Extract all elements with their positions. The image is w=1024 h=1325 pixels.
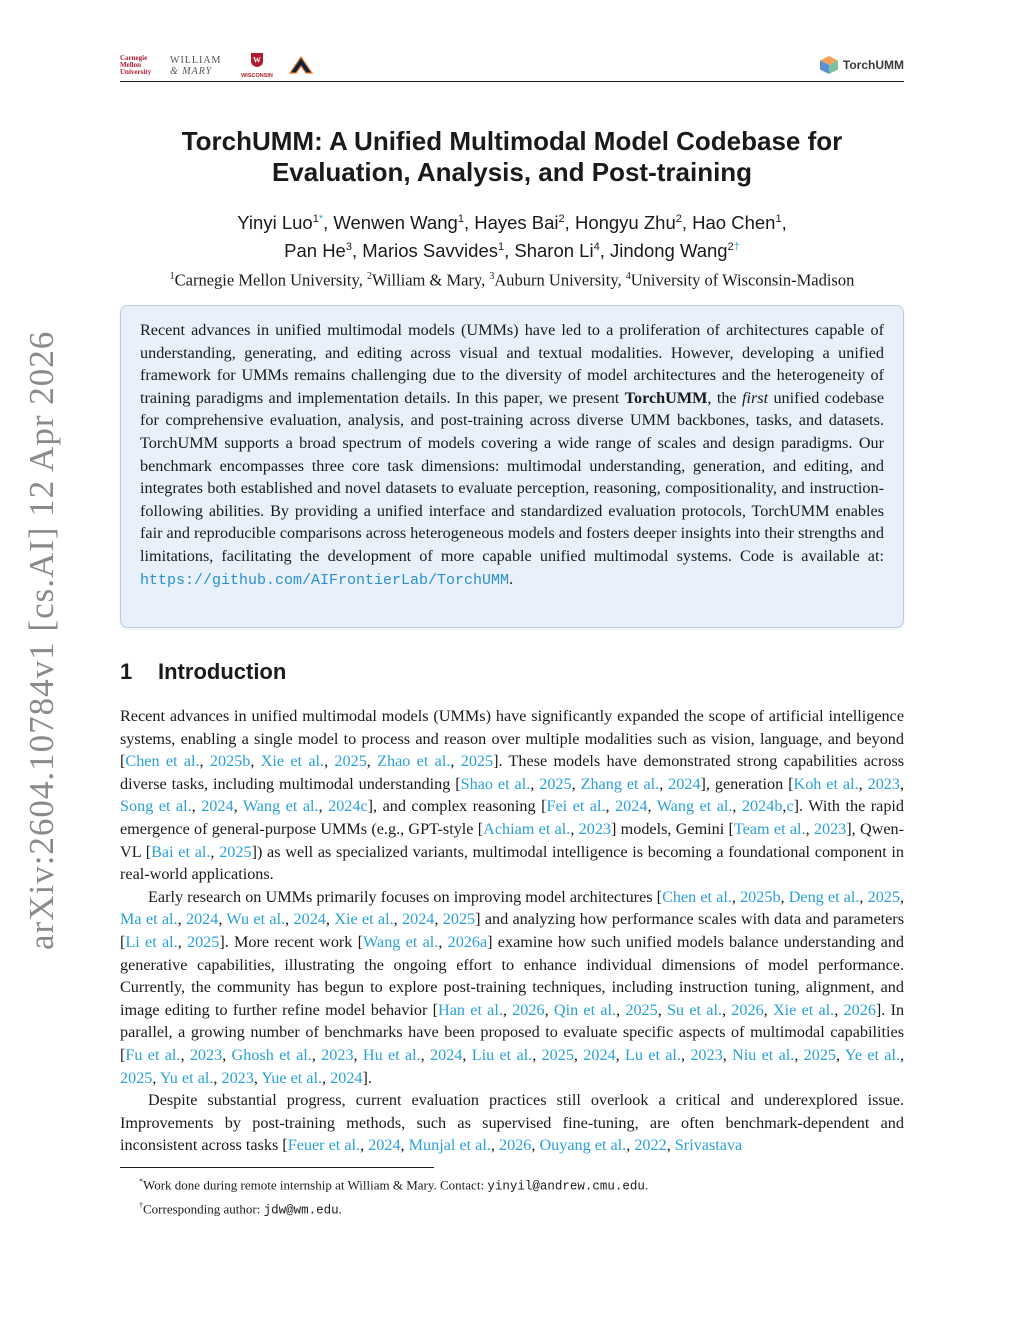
citation-link[interactable]: 2025 (803, 1045, 837, 1064)
abstract-bold-name: TorchUMM (624, 388, 708, 407)
author: Sharon Li (514, 240, 594, 262)
affil-sup: 1 (169, 271, 175, 282)
citation-link[interactable]: 2025 (120, 1068, 153, 1087)
body-text: , (218, 910, 227, 929)
footnote (139, 1196, 904, 1220)
body-text: , (780, 887, 789, 906)
body-text: , (732, 797, 742, 816)
citation-link[interactable]: Chen et al. (662, 887, 732, 906)
body-text: , (318, 797, 329, 816)
citation-link[interactable]: Zhao et al. (377, 752, 451, 771)
body-text: , (490, 1136, 499, 1155)
author-affil-sup: 2 (675, 213, 682, 225)
citation-link[interactable]: Qin et al. (553, 1000, 617, 1019)
citation-link[interactable]: Wang et al. (656, 797, 733, 816)
body-text: ] examine how such unified models balance understanding and generative capabilities, illustrating the ongoing effort to enhance individual dimensions of model performance. Currently, the community has begun to explore post-training techniques, including instruction tuning, alignment, and image editing to further refine model behavior [ (120, 932, 905, 1019)
footnotes (139, 1172, 904, 1221)
citation-link[interactable]: Han et al. (438, 1000, 503, 1019)
cmu-logo-line: Mellon (120, 61, 141, 69)
torchumm-logo (818, 54, 904, 76)
citation-link[interactable]: 2024b (741, 797, 783, 816)
wisconsin-logo-text: WISCONSIN (241, 73, 273, 79)
author-line-1: Yinyi Luo$^{1*}$, Wenwen Wang$^1$, Hayes Bai$^2$, Hongyu Zhu$^2$, Hao Chen$^1$, (237, 212, 787, 234)
body-text: , (191, 797, 202, 816)
citation-link[interactable]: Chen et al. (125, 752, 200, 771)
body-text: , (899, 887, 905, 906)
paragraph (120, 886, 904, 1089)
introduction-body (120, 705, 904, 1157)
body-text: ]. More recent work [ (219, 932, 364, 951)
citation-link[interactable]: Fei et al. (546, 797, 606, 816)
body-text: , (573, 1045, 584, 1064)
citation-link[interactable]: Hu et al. (362, 1045, 421, 1064)
title-line-1: TorchUMM: A Unified Multimodal Model Codebase for (181, 126, 843, 156)
body-text: , (605, 797, 616, 816)
citation-link[interactable]: 2023 (813, 819, 847, 838)
body-text: , (250, 752, 261, 771)
paragraph (120, 1089, 904, 1157)
body-text: , (666, 1136, 675, 1155)
citation-link[interactable]: Xie et al. (334, 910, 394, 929)
body-text: , (571, 774, 581, 793)
body-text: , (626, 1136, 635, 1155)
footnote-text: . (644, 1177, 649, 1193)
affil-sup: 2 (366, 271, 372, 282)
citation-link[interactable]: 2023 (221, 1068, 254, 1087)
citation-link[interactable]: Deng et al. (788, 887, 860, 906)
footnote-text: Corresponding author: (143, 1201, 264, 1217)
citation-link[interactable]: 2025 (625, 1000, 658, 1019)
citation-link[interactable]: Zhang et al. (580, 774, 660, 793)
footnote-mark: † (139, 1201, 143, 1211)
citation-link[interactable]: 2025 (460, 752, 494, 771)
citation-link[interactable]: 2026 (843, 1000, 876, 1019)
body-text: , (322, 1068, 331, 1087)
citation-link[interactable]: 2025 (334, 752, 367, 771)
citation-link[interactable]: 2024c (328, 797, 368, 816)
cmu-logo-line: Carnegie (120, 54, 148, 62)
citation-link[interactable]: Ghosh et al. (231, 1045, 312, 1064)
auburn-logo (286, 54, 316, 81)
citation-link[interactable]: Fu et al. (125, 1045, 181, 1064)
wm-logo-line: & MARY (170, 66, 213, 77)
paper-title (120, 126, 904, 188)
body-text: ], Qwen-VL [ (120, 819, 905, 861)
footnote (139, 1172, 904, 1196)
citation-link[interactable]: 2025 (442, 910, 476, 929)
section-heading (120, 658, 286, 686)
body-text: , (805, 819, 814, 838)
body-text: ] and analyzing how performance scales with data and parameters [ (120, 910, 904, 951)
body-text: , (366, 752, 378, 771)
author: Jindong Wang (610, 240, 728, 262)
body-text: Recent advances in unified multimodal models (UMMs) have significantly expanded the scope of artificial intelligence systems, enabling a single model to process and reason over multiple modalities such as vision, language, and beyond [ (120, 707, 904, 771)
author-affil-sup: 2 (727, 241, 734, 254)
body-text: , (502, 1000, 513, 1019)
body-text: , (616, 1000, 626, 1019)
citation-link[interactable]: c (786, 797, 794, 816)
body-text: , (462, 1045, 472, 1064)
body-text: , (325, 910, 335, 929)
body-text: , (680, 1045, 691, 1064)
body-text: , (152, 1068, 160, 1087)
citation-link[interactable]: 2026 (512, 1000, 545, 1019)
citation-link[interactable]: 2025 (541, 1045, 574, 1064)
citation-link[interactable]: 2023 (690, 1045, 723, 1064)
wisconsin-logo (237, 52, 277, 79)
author-line-2: Pan He$^3$, Marios Savvides$^1$, Sharon Li$^4$, Jindong Wang$^{2\dagger}$ (284, 240, 740, 262)
author-affil-sup: 1 (775, 213, 782, 225)
body-text: ]. In parallel, a growing number of benchmarks have been proposed to evaluate specific aspects of multimodal capabilities [ (120, 1000, 905, 1064)
citation-link[interactable]: Lu et al. (624, 1045, 681, 1064)
william-mary-logo (170, 55, 221, 77)
cmu-logo (120, 55, 151, 76)
body-text: , (434, 910, 443, 929)
abstract-text: Recent advances in unified multimodal models (UMMs) have led to a proliferation of architectures capable of understanding, generating, and editing across visual and textual modalities. However, developing a unified framework for UMMs remains challenging due to the diversity of model architectures and the heterogeneity of training paradigms and implementation details. In this paper, we present (140, 321, 884, 407)
body-text: Early research on UMMs primarily focuses on improving model architectures [ (148, 887, 663, 906)
body-text: , (722, 1000, 732, 1019)
body-text: , (213, 1068, 222, 1087)
body-text: , (393, 910, 403, 929)
footnote-link[interactable]: * (318, 213, 324, 225)
author-affil-sup: 4 (593, 241, 600, 254)
affil-sup: 3 (489, 271, 495, 282)
footnote-text: . (338, 1201, 342, 1217)
body-text: ] models, Gemini [ (611, 819, 734, 838)
code-url-link[interactable]: https://github.com/AIFrontierLab/TorchUMM (140, 571, 510, 589)
body-text: , (859, 887, 868, 906)
body-text: ]. With the rapid emergence of general-purpose UMMs (e.g., GPT-style [ (120, 797, 905, 838)
citation-link[interactable]: 2025 (867, 887, 900, 906)
body-text: , (222, 1045, 232, 1064)
contact-email[interactable]: yinyil@andrew.cmu.edu (487, 1179, 645, 1194)
citation-link[interactable]: Wang et al. (242, 797, 319, 816)
body-text: , (353, 1045, 363, 1064)
footnote-mark: * (139, 1177, 143, 1186)
citation-link[interactable]: Yue et al. (261, 1068, 323, 1087)
citation-link[interactable]: Ouyang et al. (539, 1136, 627, 1155)
body-text: , (615, 1045, 625, 1064)
body-text: , (657, 1000, 668, 1019)
body-text: , (199, 752, 210, 771)
author: Pan He (284, 240, 346, 262)
section-title: Introduction (158, 659, 287, 684)
citation-link[interactable]: 2025 (186, 932, 220, 951)
abstract-text: unified codebase for comprehensive evaluation, analysis, and post-training across diverse UMM backbones, tasks, and datasets. TorchUMM supports a broad spectrum of models covering a wide range of scales and design paradigms. Our benchmark encompasses three core task dimensions: multimodal understanding, generation, and editing, and integrates both established and novel datasets to evaluate perception, reasoning, compositionality, and instruction-following abilities. By providing a unified interface and standardized evaluation protocols, TorchUMM enables fair and reproducible comparisons across heterogeneous models and fosters deeper insights into their strengths and limitations, facilitating the development of more capable unified multimodal systems. Code is available at: (140, 388, 885, 565)
citation-link[interactable]: 2023 (867, 774, 900, 793)
body-text: , (647, 797, 657, 816)
citation-link[interactable]: 2022 (634, 1136, 667, 1155)
author: Yinyi Luo (237, 212, 313, 234)
body-text: Despite substantial progress, current evaluation practices still overlook a critical and underexplored issue. Improvements by post-training methods, such as supervised fine-tuning, are often benchmark-dependent and inconsistent across tasks [ (120, 1091, 904, 1155)
body-text: ]) as well as specialized variants, multimodal intelligence is becoming a foundational component in real-world applications. (120, 842, 904, 884)
torchumm-cube-icon (818, 54, 840, 76)
footnote-text: Work done during remote internship at William & Mary. Contact: (143, 1177, 488, 1193)
citation-link[interactable]: 2026 (499, 1136, 532, 1155)
citation-link[interactable]: 2025b (740, 887, 781, 906)
body-text: , (782, 797, 787, 816)
author: Hayes Bai (474, 212, 559, 234)
citation-link[interactable]: 2026 (731, 1000, 764, 1019)
citation-link[interactable]: 2025 (219, 842, 252, 861)
citation-link[interactable]: 2025 (539, 774, 572, 793)
citation-link[interactable]: 2024 (430, 1045, 463, 1064)
author: Hongyu Zhu (574, 212, 676, 234)
citation-link[interactable]: Liu et al. (471, 1045, 533, 1064)
body-text: , (177, 932, 187, 951)
abstract-text: . (509, 569, 514, 588)
citation-link[interactable]: Munjal et al. (408, 1136, 491, 1155)
citation-link[interactable]: Wu et al. (226, 910, 286, 929)
body-text: , (530, 774, 540, 793)
body-text: , (180, 1045, 190, 1064)
affil-sup: 4 (625, 271, 631, 282)
citation-link[interactable]: Feuer et al. (287, 1136, 361, 1155)
citation-link[interactable]: 2024 (368, 1136, 401, 1155)
citation-link[interactable]: Yu et al. (159, 1068, 214, 1087)
body-text: , (731, 887, 741, 906)
citation-link[interactable]: 2024 (583, 1045, 616, 1064)
citation-link[interactable]: Li et al. (125, 932, 178, 951)
citation-link[interactable]: 2025b (209, 752, 251, 771)
body-text: , (794, 1045, 804, 1064)
body-text: , (659, 774, 669, 793)
footnote-link[interactable]: † (733, 241, 740, 254)
body-text: , (233, 797, 243, 816)
citation-link[interactable]: 2023 (321, 1045, 354, 1064)
svg-text:W: W (253, 55, 261, 65)
citation-link[interactable]: Niu et al. (732, 1045, 795, 1064)
author: Wenwen Wang (333, 212, 458, 234)
torchumm-logo-text: TorchUMM (842, 58, 904, 72)
author: Hao Chen (692, 212, 776, 234)
citation-link[interactable]: 2023 (578, 819, 611, 838)
citation-link[interactable]: Wang et al. (363, 932, 439, 951)
citation-link[interactable]: Ye et al. (844, 1045, 901, 1064)
body-text: , (311, 1045, 322, 1064)
body-text: ], generation [ (700, 774, 794, 793)
citation-link[interactable]: 2024 (185, 910, 219, 929)
abstract-box (120, 305, 904, 628)
body-text: , (834, 1000, 844, 1019)
author-affil-sup: 2 (558, 213, 565, 225)
citation-link[interactable]: Su et al. (667, 1000, 722, 1019)
body-text: , (900, 1045, 905, 1064)
citation-link[interactable]: 2024 (201, 797, 234, 816)
body-text: ]. These models have demonstrated strong capabilities across diverse tasks, including multimodal understanding [ (120, 752, 905, 793)
wm-logo-line: WILLIAM (170, 55, 222, 66)
header-rule (120, 81, 904, 82)
author-affil-sup: 1 (457, 213, 464, 225)
author-affil-sup: 1 (312, 213, 319, 225)
body-text: , (210, 842, 220, 861)
citation-link[interactable]: Srivastava (674, 1136, 743, 1155)
citation-link[interactable]: Koh et al. (793, 774, 859, 793)
auburn-au-icon (286, 54, 316, 76)
author-affil-sup: 1 (497, 241, 505, 254)
body-text: , (531, 1136, 540, 1155)
body-text: , (570, 819, 579, 838)
citation-link[interactable]: Bai et al. (151, 842, 211, 861)
body-text: , (858, 774, 868, 793)
affiliations: $^1$Carnegie Mellon University, $^2$William & Mary, $^3$Auburn University, $^4$University of Wisconsin-Madison (169, 270, 855, 290)
corresponding-email[interactable]: jdw@wm.edu (263, 1203, 339, 1218)
body-text: , (400, 1136, 409, 1155)
citation-link[interactable]: 2024 (615, 797, 648, 816)
wisconsin-crest-icon (250, 52, 264, 68)
citation-link[interactable]: Ma et al. (120, 910, 178, 929)
citation-link[interactable]: Song et al. (120, 797, 192, 816)
body-text: , (360, 1136, 369, 1155)
citation-link[interactable]: Team et al. (733, 819, 806, 838)
body-text: , (450, 752, 461, 771)
affiliation: Carnegie Mellon University (174, 270, 359, 290)
body-text: ], and complex reasoning [ (367, 797, 547, 816)
affiliation: William & Mary (371, 270, 482, 290)
citation-link[interactable]: 2024 (293, 910, 326, 929)
cmu-logo-line: University (120, 68, 152, 76)
body-text: , (285, 910, 294, 929)
body-text: , (763, 1000, 773, 1019)
citation-link[interactable]: 2024 (668, 774, 701, 793)
body-text: ]. (362, 1068, 372, 1087)
abstract-italic: first (741, 388, 769, 407)
citation-link[interactable]: Shao et al. (460, 774, 531, 793)
citation-link[interactable]: 2024 (330, 1068, 363, 1087)
citation-link[interactable]: 2023 (189, 1045, 223, 1064)
section-number: 1 (120, 659, 133, 684)
author-affil-sup: 3 (345, 241, 352, 254)
paragraph (120, 705, 904, 886)
title-line-2: Evaluation, Analysis, and Post-training (271, 157, 753, 187)
body-text: , (722, 1045, 733, 1064)
citation-link[interactable]: Xie et al. (772, 1000, 835, 1019)
body-text: , (324, 752, 335, 771)
footnote-rule (120, 1167, 434, 1168)
body-text: , (177, 910, 186, 929)
arxiv-stamp: arXiv:2604.10784v1 [cs.AI] 12 Apr 2026 (22, 330, 61, 950)
body-text: , (899, 774, 905, 793)
body-text: , (532, 1045, 542, 1064)
citation-link[interactable]: Achiam et al. (483, 819, 571, 838)
body-text: , (836, 1045, 845, 1064)
page-header (120, 50, 904, 82)
citation-link[interactable]: 2024 (402, 910, 435, 929)
author: Marios Savvides (362, 240, 498, 262)
affiliation: Auburn University (494, 270, 618, 290)
citation-link[interactable]: 2026a (447, 932, 488, 951)
citation-link[interactable]: Xie et al. (260, 752, 325, 771)
body-text: , (438, 932, 448, 951)
affiliation: University of Wisconsin-Madison (630, 270, 855, 290)
abstract-text: , the (707, 388, 742, 407)
body-text: , (544, 1000, 554, 1019)
author-list (120, 207, 904, 263)
body-text: , (420, 1045, 430, 1064)
body-text: , (253, 1068, 262, 1087)
